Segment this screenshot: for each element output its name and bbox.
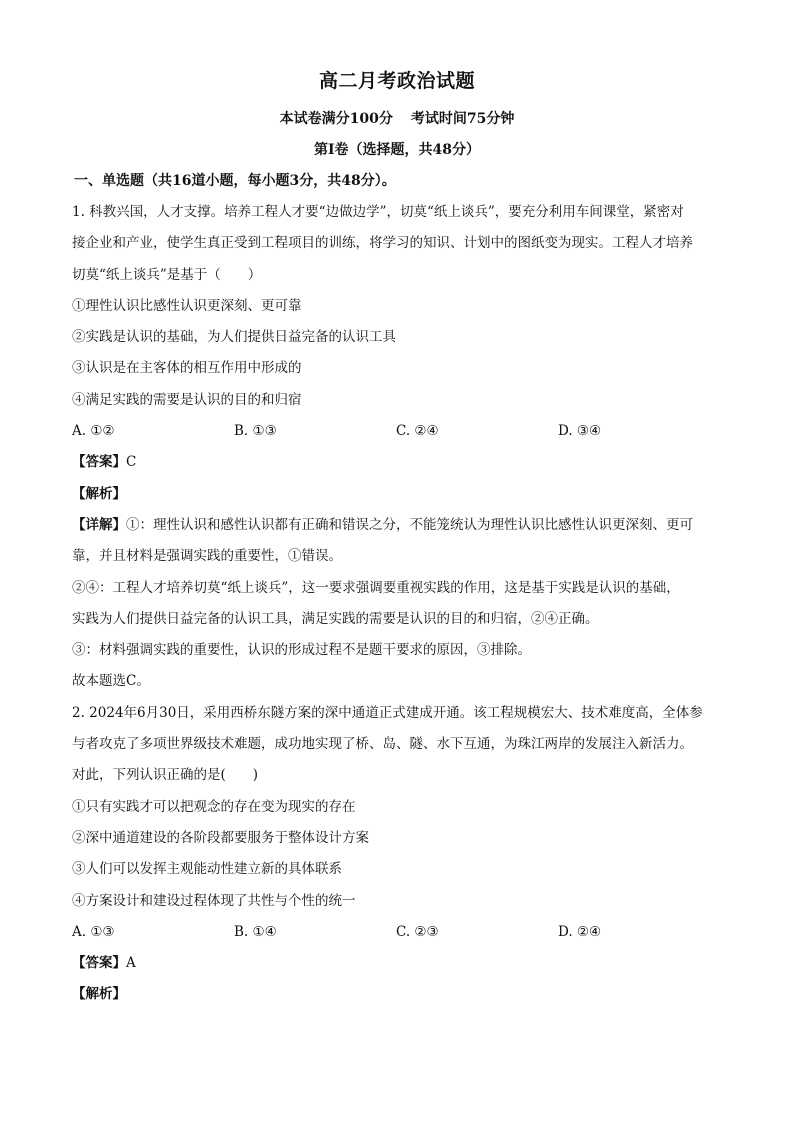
q2-analysis-tag: 【解析】 [72,986,126,1003]
q1-detail-tag: 【详解】 [72,516,126,533]
q2-stem-line-3: 对此，下列认识正确的是( ) [72,767,259,784]
q1-statement-1: ①理性认识比感性认识更深刻、更可靠 [72,297,302,314]
q2-answer-value: A [126,955,136,972]
exam-meta [0,108,794,128]
q2-statement-1: ①只有实践才可以把观念的存在变为现实的存在 [72,798,356,815]
q2-options [72,917,724,948]
q2-option-c: C. ②③ [396,923,439,940]
q1-conclusion: 故本题选C。 [72,673,150,690]
volume-heading: 第Ⅰ卷（选择题，共48分） [313,142,481,158]
q1-statement-3: ③认识是在主客体的相互作用中形成的 [72,360,302,377]
q1-option-c: C. ②④ [396,423,439,440]
q2-statement-3: ③人们可以发挥主观能动性建立新的具体联系 [72,861,342,878]
q1-analysis-tag: 【解析】 [72,485,126,502]
q1-options [72,416,724,447]
q1-detail-2a: ②④：工程人才培养切莫“纸上谈兵”，这一要求强调要重视实践的作用，这是基于实践是认识的基础， [72,579,680,596]
page-title: 高二月考政治试题 [318,70,475,92]
q1-stem-line-2: 接企业和产业，使学生真正受到工程项目的训练，将学习的知识、计划中的图纸变为现实。工程人才培养 [72,235,693,252]
q2-statement-4: ④方案设计和建设过程体现了共性与个性的统一 [72,892,356,909]
q1-option-a: A. ①② [72,423,115,440]
q2-option-d: D. ②④ [558,923,602,940]
q1-option-b: B. ①③ [234,423,277,440]
q2-stem-line-2: 与者攻克了多项世界级技术难题，成功地实现了桥、岛、隧、水下互通，为珠江两岸的发展注入新活力。 [72,736,693,753]
q2-option-a: A. ①③ [72,923,115,940]
q1-detail-3: ③：材料强调实践的重要性，认识的形成过程不是题干要求的原因，③排除。 [72,642,531,659]
questions-body [72,197,724,1011]
q1-stem-line-3: 切莫“纸上谈兵”是基于（ ） [72,266,262,283]
exam-full-score: 本试卷满分100分 [279,111,393,127]
q1-statement-2: ②实践是认识的基础，为人们提供日益完备的认识工具 [72,329,396,346]
q1-detail-1a-text: ①：理性认识和感性认识都有正确和错误之分，不能笼统认为理性认识比感性认识更深刻、更可 [126,516,693,533]
q2-answer-tag: 【答案】 [72,955,126,972]
q2-statement-2: ②深中通道建设的各阶段都要服务于整体设计方案 [72,829,369,846]
q2-answer [72,948,724,979]
section-heading: 一、单选题（共16道小题，每小题3分，共48分）。 [74,173,396,189]
q2-option-b: B. ①④ [234,923,277,940]
q1-answer-value: C [126,454,137,471]
q1-answer-tag: 【答案】 [72,454,126,471]
q1-stem-line-1: 1. 科教兴国，人才支撑。培养工程人才要“边做边学”，切莫“纸上谈兵”，要充分利用车间课堂，紧密对 [72,204,684,220]
q1-detail-1a [72,510,724,541]
q1-option-d: D. ③④ [558,423,602,440]
q1-statement-4: ④满足实践的需要是认识的目的和归宿 [72,391,302,408]
q1-answer [72,447,724,478]
exam-time-limit: 考试时间75分钟 [410,111,515,127]
q2-stem-line-1: 2. 2024年6月30日，采用西桥东隧方案的深中通道正式建成开通。该工程规模宏大、技术难度高，全体参 [72,704,703,721]
q1-detail-2b: 实践为人们提供日益完备的认识工具，满足实践的需要是认识的目的和归宿，②④正确。 [72,610,599,627]
q1-detail-1b: 靠，并且材料是强调实践的重要性，①错误。 [72,548,342,565]
